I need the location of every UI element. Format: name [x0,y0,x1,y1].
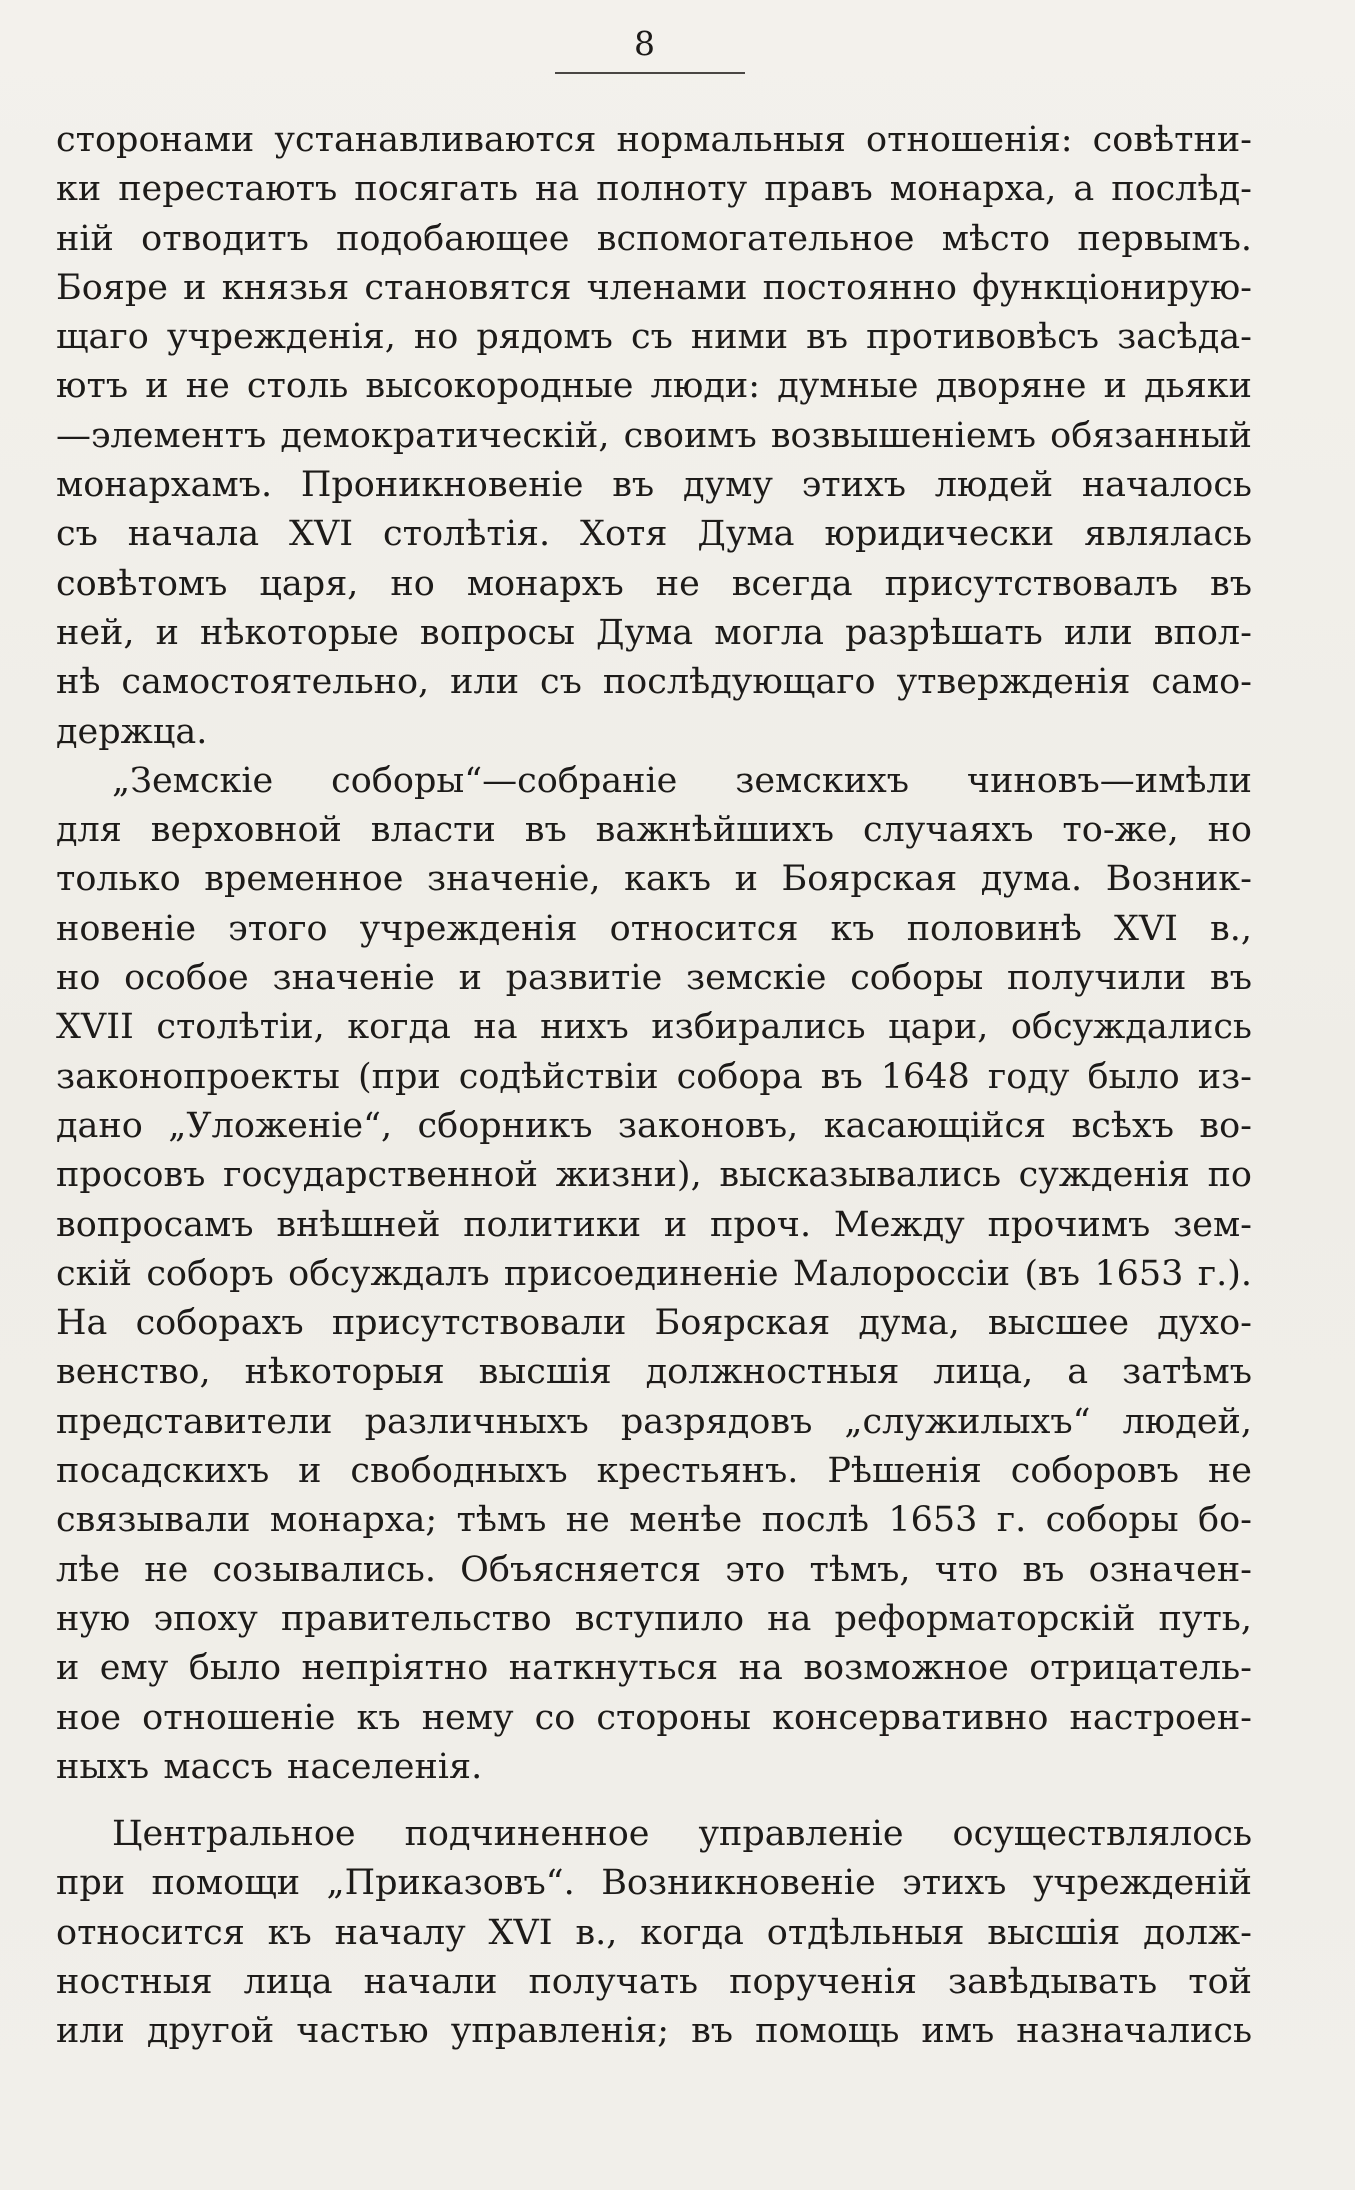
paragraph-1 [56,116,1252,757]
text-line: ную эпоху правительство вступило на реформаторскій путь, [56,1598,1252,1639]
text-line: —элементъ демократическій, своимъ возвышеніемъ обязанный [56,415,1252,456]
text-line: законопроекты (при содѣйствіи собора въ 1648 году было из- [56,1056,1252,1097]
text-line: ныхъ массъ населенія. [56,1746,483,1787]
text-line: и ему было непріятно наткнуться на возможное отрицатель- [56,1648,1252,1689]
text-line: лѣе не созывались. Объясняется это тѣмъ, что въ означен- [56,1549,1252,1590]
text-line: вопросамъ внѣшней политики и проч. Между прочимъ зем- [56,1204,1252,1245]
text-line: новеніе этого учрежденія относится къ половинѣ XVI в., [56,908,1252,949]
paragraph-3 [56,1810,1252,2056]
text-line: ки перестаютъ посягать на полноту правъ монарха, а послѣд- [56,169,1252,210]
text-line: ютъ и не столь высокородные люди: думные дворяне и дьяки [56,366,1252,407]
text-line: Центральное подчиненное управленіе осуществлялось [112,1814,1252,1855]
text-line: съ начала XVI столѣтія. Хотя Дума юридически являлась [56,514,1252,555]
body-text [56,116,1252,2057]
text-line: держца. [56,711,208,752]
page-number: 8 [634,24,656,63]
text-line: или другой частью управленія; въ помощь имъ назначались [56,2011,1252,2052]
text-line: только временное значеніе, какъ и Боярская дума. Возник- [56,859,1252,900]
text-line: посадскихъ и свободныхъ крестьянъ. Рѣшенія соборовъ не [56,1451,1252,1492]
text-line: венство, нѣкоторыя высшія должностныя лица, а затѣмъ [56,1352,1252,1393]
paragraph-spacer [56,1792,1252,1810]
text-line: связывали монарха; тѣмъ не менѣе послѣ 1653 г. соборы бо- [56,1500,1252,1541]
text-line: но особое значеніе и развитіе земскіе соборы получили въ [56,958,1252,999]
text-line: ностныя лица начали получать порученія завѣдывать той [56,1961,1252,2002]
paragraph-2 [56,757,1252,1792]
text-line: дано „Уложеніе“, сборникъ законовъ, касающійся всѣхъ во- [56,1105,1252,1146]
text-line: для верховной власти въ важнѣйшихъ случаяхъ то-же, но [56,810,1252,851]
text-line: Бояре и князья становятся членами постоянно функціонирую- [56,267,1252,308]
text-line: ное отношеніе къ нему со стороны консервативно настроен- [56,1697,1252,1738]
text-line: при помощи „Приказовъ“. Возникновеніе этихъ учрежденій [56,1863,1252,1904]
text-line: относится къ началу XVI в., когда отдѣльныя высшія долж- [56,1912,1252,1953]
text-line: щаго учрежденія, но рядомъ съ ними въ противовѣсъ засѣда- [56,317,1252,358]
text-line: ней, и нѣкоторые вопросы Дума могла разрѣшать или впол- [56,612,1252,653]
text-line: XVII столѣтіи, когда на нихъ избирались цари, обсуждались [56,1007,1252,1048]
text-line: сторонами устанавливаются нормальныя отношенія: совѣтни- [56,120,1252,160]
text-line: „Земскіе соборы“—собраніе земскихъ чиновъ—имѣли [112,760,1252,801]
text-line: представители различныхъ разрядовъ „служилыхъ“ людей, [56,1401,1252,1442]
text-line: монархамъ. Проникновеніе въ думу этихъ людей началось [56,465,1252,506]
text-line: совѣтомъ царя, но монархъ не всегда присутствовалъ въ [56,563,1252,604]
text-line: На соборахъ присутствовали Боярская дума, высшее духо- [56,1303,1252,1344]
text-line: просовъ государственной жизни), высказывались сужденія по [56,1155,1252,1196]
text-line: ній отводитъ подобающее вспомогательное мѣсто первымъ. [56,218,1252,259]
header-rule [555,72,745,74]
text-line: нѣ самостоятельно, или съ послѣдующаго утвержденія само- [56,662,1252,703]
text-line: скій соборъ обсуждалъ присоединеніе Малороссіи (въ 1653 г.). [56,1253,1252,1294]
